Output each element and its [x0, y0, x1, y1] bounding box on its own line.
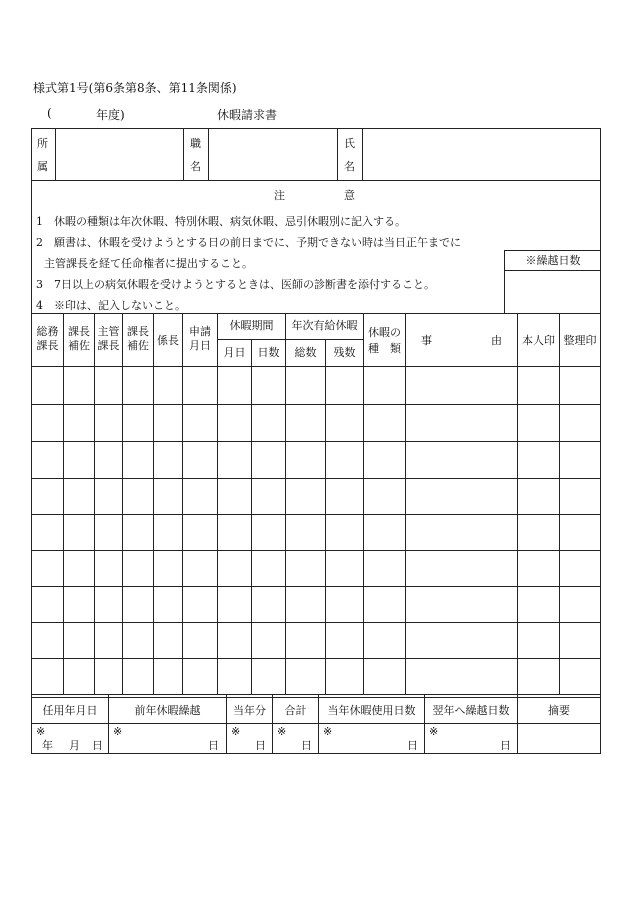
job-title-label: 職 — [190, 137, 201, 150]
note-item-3: 3 7日以上の病気休暇を受けようとするときは、医師の診断書を添付すること。 — [36, 278, 435, 291]
fiscal-year-open: ( — [47, 106, 52, 120]
day-unit: 日 — [407, 739, 418, 752]
header-month-day: 月日 — [223, 346, 246, 359]
table-row[interactable] — [32, 479, 600, 514]
bottom-header-remarks: 摘要 — [548, 704, 570, 717]
header-leave-period: 休暇期間 — [229, 319, 274, 332]
header-total: 総数 — [294, 346, 317, 359]
table-row[interactable] — [32, 659, 600, 694]
day-unit: 日 — [208, 739, 219, 752]
asterisk-mark: ※ — [36, 725, 46, 738]
bottom-header-next-year-carryover: 翌年へ繰越日数 — [432, 704, 510, 717]
asterisk-mark: ※ — [277, 725, 287, 738]
form-number: 様式第1号(第6条第8条、第11条関係) — [33, 81, 237, 95]
asterisk-mark: ※ — [429, 725, 439, 738]
bottom-header-prev-year-carryover: 前年休暇繰越 — [134, 704, 201, 717]
note-item-2: 2 願書は、休暇を受けようとする日の前日までに、予期できない時は当日正午までに — [36, 236, 461, 249]
affiliation-label: 所 — [37, 137, 48, 150]
table-row[interactable] — [32, 405, 600, 441]
notes-heading-2: 意 — [344, 189, 355, 202]
day-unit: 日 — [92, 739, 103, 752]
days-used-field[interactable] — [319, 724, 424, 753]
fiscal-year-label: 年度) — [96, 108, 125, 122]
name-label: 氏 — [344, 137, 355, 150]
header-applicant-seal: 本人印 — [522, 334, 555, 347]
affiliation-label-2: 属 — [37, 160, 48, 173]
month-unit: 月 — [69, 739, 80, 752]
year-unit: 年 — [42, 739, 53, 752]
carryover-days-field[interactable] — [505, 271, 600, 313]
asterisk-mark: ※ — [323, 725, 333, 738]
job-title-field[interactable] — [209, 129, 337, 180]
note-item-2-cont: 主管課長を経て任命権者に提出すること。 — [44, 257, 253, 270]
table-row[interactable] — [32, 623, 600, 658]
header-assistant-chief-2: 課長 補佐 — [127, 325, 149, 352]
header-reason: 事 — [421, 334, 432, 347]
bottom-header-appointment-date: 任用年月日 — [42, 704, 98, 717]
asterisk-mark: ※ — [113, 725, 123, 738]
header-annual-paid-leave: 年次有給休暇 — [291, 319, 358, 332]
asterisk-mark: ※ — [231, 725, 241, 738]
table-row[interactable] — [32, 367, 600, 404]
name-label-2: 名 — [344, 160, 355, 173]
bottom-header-current-year: 当年分 — [233, 704, 266, 717]
bottom-header-days-used: 当年休暇使用日数 — [327, 704, 416, 717]
current-year-field[interactable] — [227, 724, 272, 753]
name-field[interactable] — [363, 129, 600, 180]
header-registry-seal: 整理印 — [563, 334, 597, 347]
note-item-1: 1 休暇の種類は年次休暇、特別休暇、病気休暇、忌引休暇別に記入する。 — [36, 215, 406, 228]
header-subsection-chief: 係長 — [157, 334, 179, 347]
job-title-label-2: 名 — [190, 160, 201, 173]
remarks-field[interactable] — [518, 724, 600, 753]
next-year-carryover-field[interactable] — [425, 724, 517, 753]
header-leave-type-2: 種 類 — [368, 342, 401, 355]
header-assistant-chief-1: 課長 補佐 — [68, 325, 90, 352]
header-remaining: 残数 — [333, 346, 356, 359]
header-application-date: 申請 月日 — [189, 325, 211, 352]
document-title: 休暇請求書 — [217, 108, 278, 122]
prev-year-carryover-field[interactable] — [109, 724, 226, 753]
header-general-affairs-chief: 総務 課長 — [36, 325, 59, 352]
header-supervising-chief: 主管 課長 — [97, 325, 120, 352]
affiliation-field[interactable] — [56, 129, 183, 180]
note-item-4: 4 ※印は、記入しないこと。 — [36, 299, 186, 312]
day-unit: 日 — [255, 739, 266, 752]
carryover-days-label: ※繰越日数 — [525, 254, 581, 267]
total-field[interactable] — [273, 724, 318, 753]
day-unit: 日 — [500, 739, 511, 752]
header-leave-type: 休暇の — [368, 326, 401, 339]
appointment-date-field[interactable] — [32, 724, 108, 753]
notes-heading: 注 — [274, 189, 285, 202]
header-reason-2: 由 — [491, 334, 502, 347]
table-row[interactable] — [32, 442, 600, 478]
header-days: 日数 — [257, 346, 280, 359]
table-row[interactable] — [32, 515, 600, 550]
table-row[interactable] — [32, 587, 600, 622]
leave-request-form — [31, 128, 601, 754]
day-unit: 日 — [301, 739, 312, 752]
table-row[interactable] — [32, 551, 600, 586]
bottom-header-total: 合計 — [284, 704, 307, 717]
